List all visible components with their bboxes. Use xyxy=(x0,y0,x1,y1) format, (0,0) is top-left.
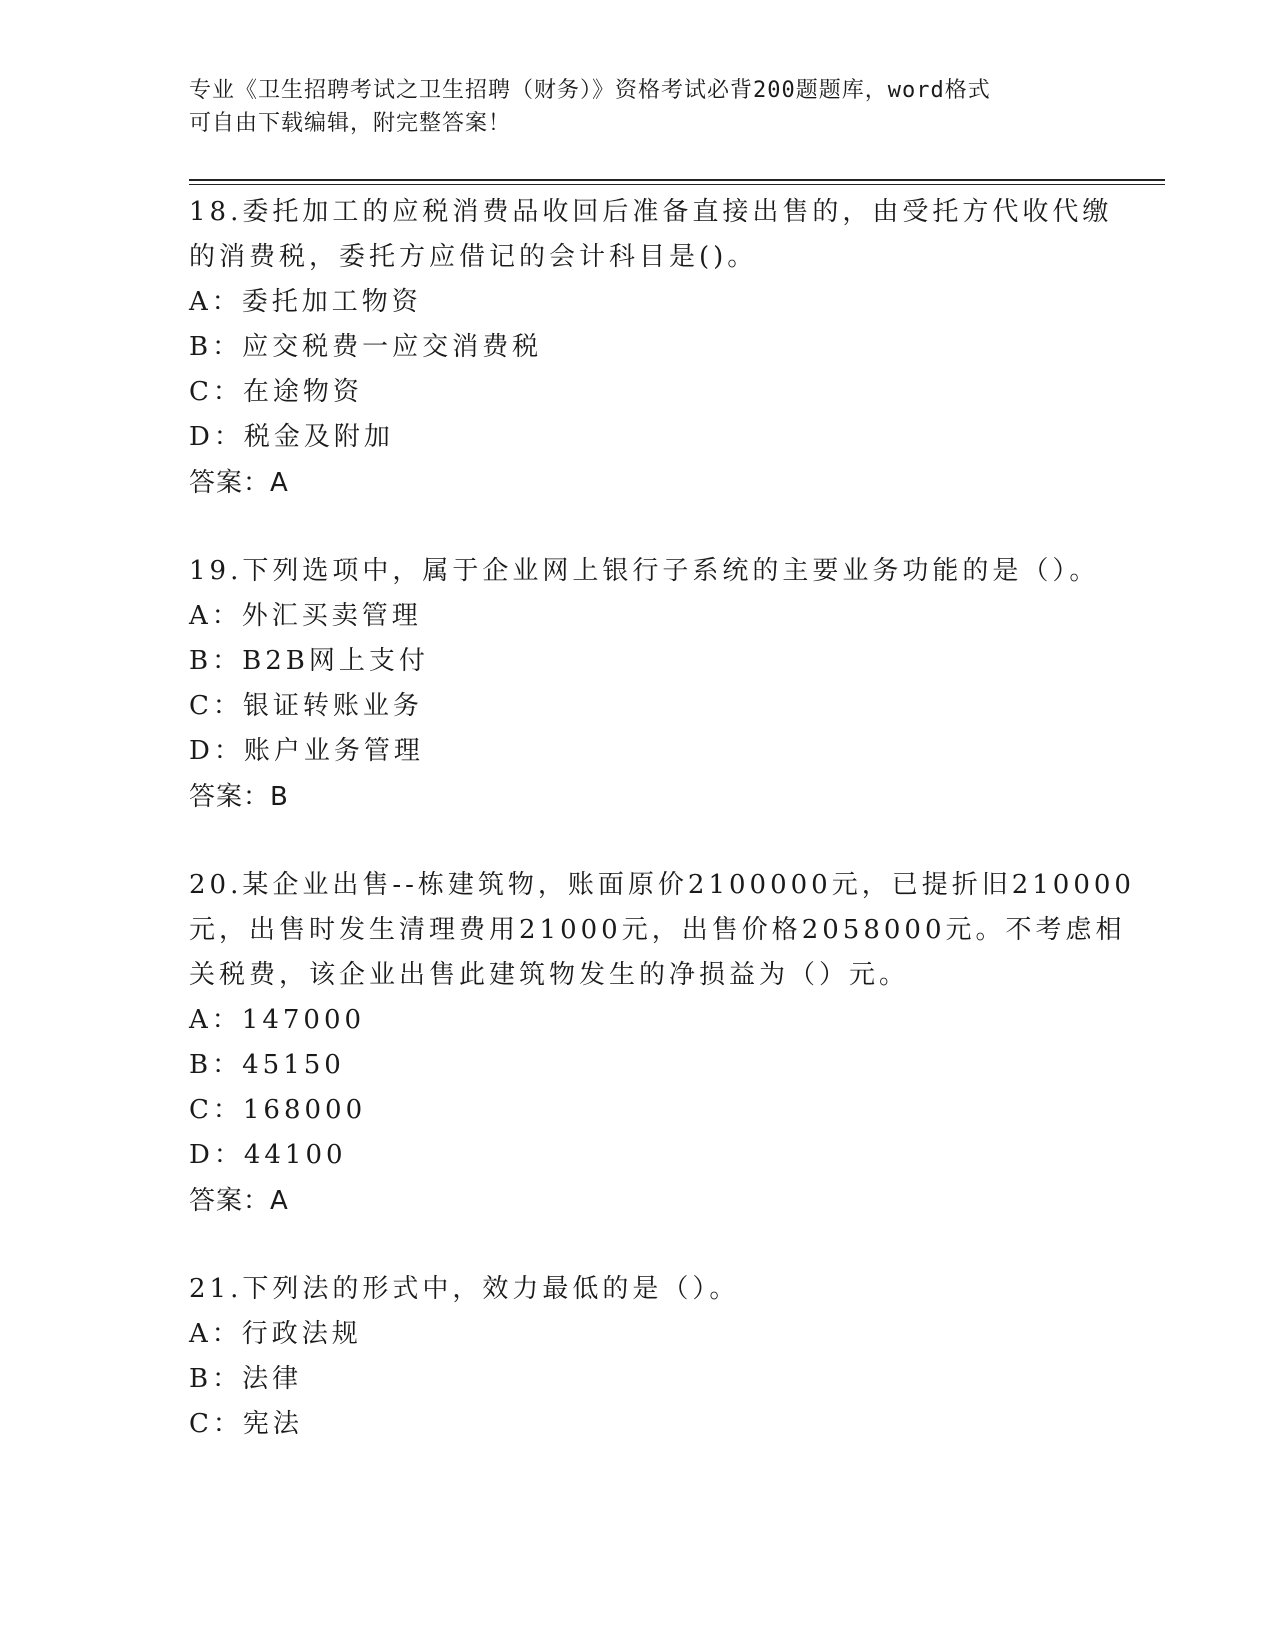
stem-line: 关税费，该企业出售此建筑物发生的净损益为（）元。 xyxy=(189,960,910,990)
question-list xyxy=(189,190,1169,1490)
option-a: A：行政法规 xyxy=(189,1319,362,1349)
question-18 xyxy=(189,190,1169,506)
question-stem xyxy=(189,1267,1169,1312)
option-b: B：45150 xyxy=(189,1050,345,1080)
question-stem xyxy=(189,863,1169,998)
option-b: B：法律 xyxy=(189,1364,303,1394)
stem-line: 21.下列法的形式中，效力最低的是（）。 xyxy=(189,1274,740,1304)
header-line-1: 专业《卫生招聘考试之卫生招聘（财务）》资格考试必背200题题库，word格式 xyxy=(189,78,991,103)
question-21 xyxy=(189,1267,1169,1447)
option-d: D：44100 xyxy=(189,1140,347,1170)
option-b: B：B2B网上支付 xyxy=(189,646,429,676)
option-b: B：应交税费一应交消费税 xyxy=(189,332,543,362)
question-stem xyxy=(189,549,1169,594)
answer-line: 答案：B xyxy=(189,782,289,812)
option-c: C：168000 xyxy=(189,1095,367,1125)
answer-line: 答案：A xyxy=(189,468,289,498)
question-19 xyxy=(189,549,1169,820)
option-c: C：在途物资 xyxy=(189,377,363,407)
header-line-2: 可自由下载编辑，附完整答案！ xyxy=(189,111,512,136)
answer-line: 答案：A xyxy=(189,1186,289,1216)
header-divider-thick xyxy=(189,179,1165,181)
stem-line: 元，出售时发生清理费用21000元，出售价格2058000元。不考虑相 xyxy=(189,915,1126,945)
option-d: D：账户业务管理 xyxy=(189,736,424,766)
stem-line: 的消费税，委托方应借记的会计科目是()。 xyxy=(189,242,758,272)
question-stem xyxy=(189,190,1169,280)
option-c: C：宪法 xyxy=(189,1409,303,1439)
question-20 xyxy=(189,863,1169,1224)
option-c: C：银证转账业务 xyxy=(189,691,423,721)
stem-line: 20.某企业出售--栋建筑物，账面原价2100000元，已提折旧210000 xyxy=(189,870,1135,900)
option-d: D：税金及附加 xyxy=(189,422,394,452)
stem-line: 18.委托加工的应税消费品收回后准备直接出售的，由受托方代收代缴 xyxy=(189,197,1113,227)
option-a: A：147000 xyxy=(189,1005,366,1035)
option-a: A：外汇买卖管理 xyxy=(189,601,422,631)
document-header xyxy=(189,74,1089,140)
stem-line: 19.下列选项中，属于企业网上银行子系统的主要业务功能的是（）。 xyxy=(189,556,1100,586)
header-divider-thin xyxy=(189,184,1165,185)
option-a: A：委托加工物资 xyxy=(189,287,422,317)
